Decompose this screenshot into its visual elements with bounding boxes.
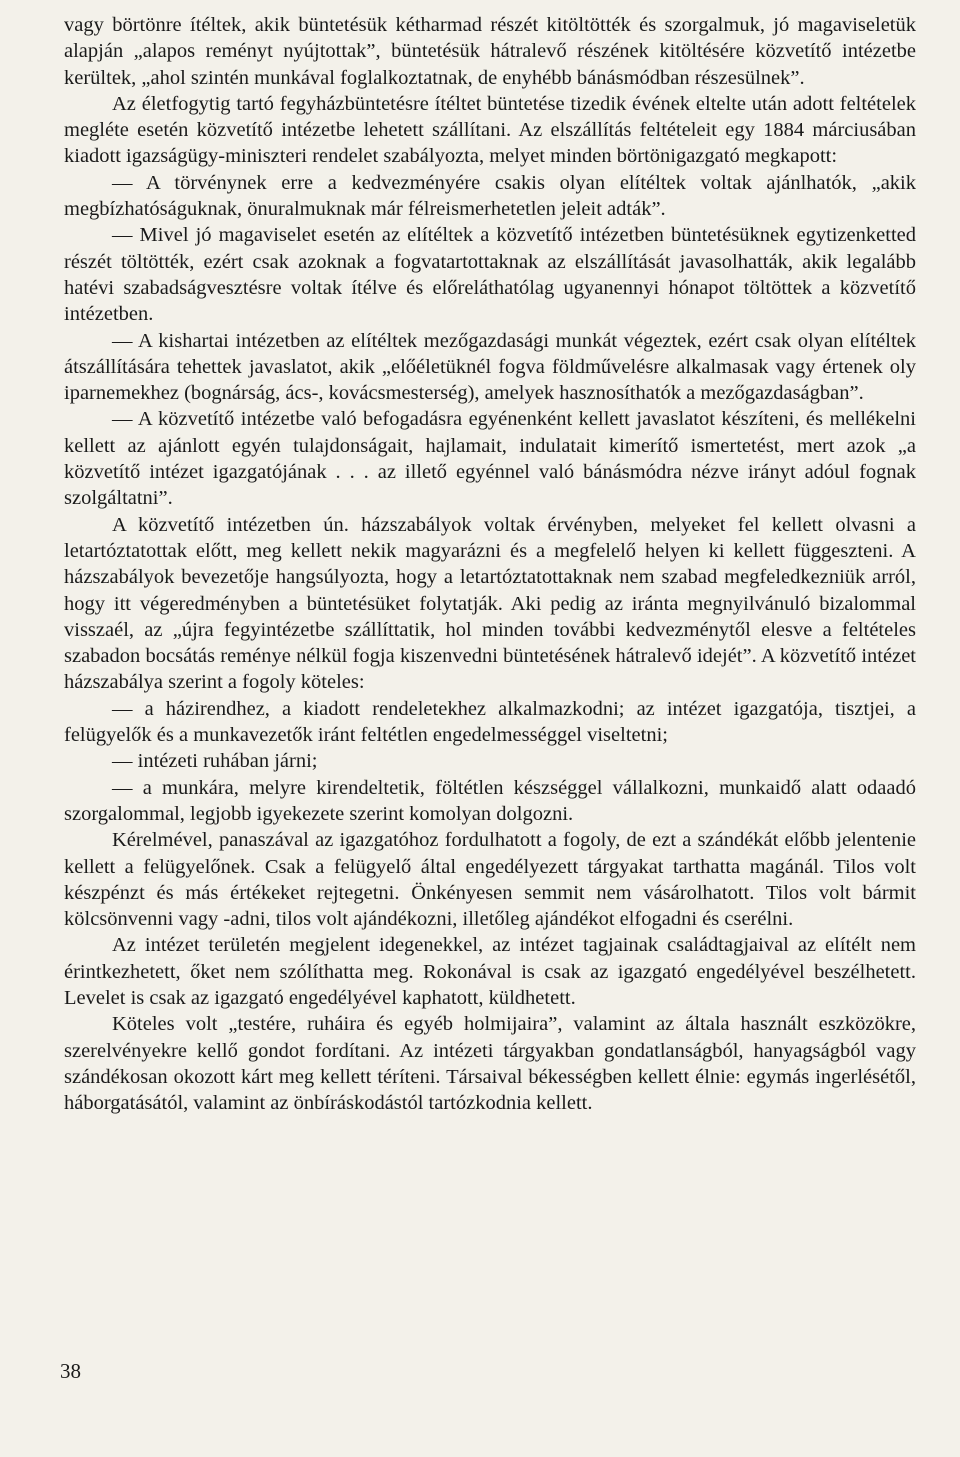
paragraph-9: — intézeti ruhában járni; [112, 750, 318, 773]
paragraph-2: Az életfogytig tartó fegyházbüntetésre ítéltet büntetése tizedik évének eltelte után adott feltételek megléte esetén közvetítő intézetbe lehetett szállítani. Az elszállítás feltételeit egy 1884 márciusában kiadott igazságügy-miniszteri rendelet szabályozta, melyet minden börtönigazgató megkapott: [64, 92, 916, 168]
paragraph-6: — A közvetítő intézetbe való befogadásra egyénenként kellett javaslatot készíteni, és mellékelni kellett az ajánlott egyén tulajdonságait, hajlamait, indulatait kimerítő ismertetést, mert azok „a közvetítő intézet igazgatójának . . . az illető egyénnel való bánásmódra nézve irányt adóul fognak szolgáltatni”. [64, 408, 916, 510]
paragraph-7: A közvetítő intézetben ún. házszabályok voltak érvényben, melyeket fel kellett olvasni a letartóztatottak előtt, meg kellett nekik magyarázni és a megfelelő helyen ki kellett függeszteni. A házszabályok bevezetője hangsúlyozta, hogy a letartóztatottaknak nem szabad megfeledkezniük arról, hogy itt végeredményben a büntetésüket folytatják. Aki pedig az iránta megnyilvánuló bizalommal visszaél, az „újra fegyintézetbe szállíttatik, hol minden további kedvezménytől elesve a feltételes szabadon bocsátás reménye nélkül fogja kiszenvedni büntetésének hátralevő idejét”. A közvetítő intézet házszabálya szerint a fogoly köteles: [64, 513, 916, 694]
paragraph-12: Az intézet területén megjelent idegenekkel, az intézet tagjainak családtagjaival az elítélt nem érintkezhetett, őket nem szólíthatta meg. Rokonával is csak az igazgató engedélyével beszélhetett. Levelet is csak az igazgató engedélyével kaphatott, küldhetett. [64, 934, 916, 1009]
paragraph-8: — a házirendhez, a kiadott rendeletekhez alkalmazkodni; az intézet igazgatója, tisztjei, a felügyelők és a munkavezetők iránt feltétlen engedelmességgel viseltetni; [64, 697, 916, 747]
paragraph-1: vagy börtönre ítéltek, akik büntetésük kétharmad részét kitöltötték és szorgalmuk, jó magaviseletük alapján „alapos reményt nyújtottak”, büntetésük hátralevő részének kitöltésére közvetítő intézetbe kerültek, „ahol szintén munkával foglalkoztatnak, de enyhébb bánásmódban részesülnek”. [64, 14, 916, 89]
paragraph-4: — Mivel jó magaviselet esetén az elítéltek a közvetítő intézetben büntetésüknek egytizenketted részét töltötték, ezért csak azoknak a fogvatartottaknak az elszállítását javasolhatták, akik legalább hatévi szabadságvesztésre voltak ítélve és előreláthatólag ugyanennyi hónapot töltöttek a közvetítő intézetben. [64, 224, 916, 326]
paragraph-10: — a munkára, melyre kirendeltetik, föltétlen készséggel vállalkozni, munkaidő alatt odaadó szorgalommal, legjobb igyekezete szerint komolyan dolgozni. [64, 776, 916, 825]
paragraph-3: — A törvénynek erre a kedvezményére csakis olyan elítéltek voltak ajánlhatók, „akik megbízhatóságuknak, önuralmuknak már félreismerhetetlen jeleit adták”. [64, 171, 916, 221]
page-number: 38 [60, 1359, 81, 1383]
body-text [64, 12, 916, 1116]
paragraph-5: — A kishartai intézetben az elítéltek mezőgazdasági munkát végeztek, ezért csak olyan elítéltek átszállítására tehettek javaslatot, akik „előéletüknél fogva földművelésre alkalmasak vagy értenek oly iparnemekhez (bognárság, ács-, kovácsmesterség), amelyek hasznosíthatók a mezőgazdaságban”. [64, 329, 916, 405]
paragraph-11: Kérelmével, panaszával az igazgatóhoz fordulhatott a fogoly, de ezt a szándékát előbb jelentenie kellett a felügyelőnek. Csak a felügyelő által engedélyezett tárgyakat tarthatta magánál. Tilos volt készpénzt és más értékeket rejtegetni. Önkényesen semmit nem vásárolhatott. Tilos volt bármit kölcsönvenni vagy -adni, tilos volt ajándékozni, illetőleg ajándékot elfogadni és cserélni. [64, 829, 916, 931]
paragraph-13: Köteles volt „testére, ruháira és egyéb holmijaira”, valamint az általa használt eszközökre, szerelvényekre kellő gondot fordítani. Az intézeti tárgyakban gondatlanságból, hanyagságból vagy szándékosan okozott kárt meg kellett téríteni. Társaival békességben kellett élnie: egymás ingerlésétől, háborgatásától, valamint az önbíráskodástól tartózkodnia kellett. [64, 1013, 916, 1115]
